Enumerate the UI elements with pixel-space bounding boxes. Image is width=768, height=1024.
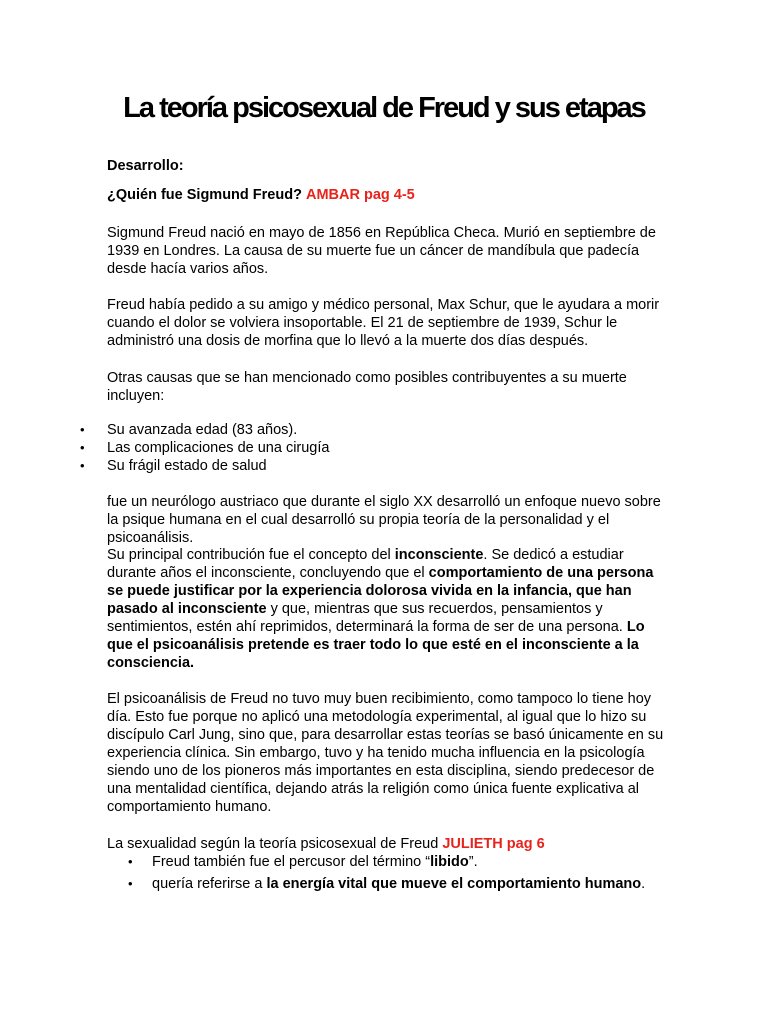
sexuality-text: La sexualidad según la teoría psicosexual de Freud: [107, 836, 439, 852]
list-item: • Su frágil estado de salud: [80, 458, 267, 474]
list-item: • Freud también fue el percusor del término “libido”.: [128, 854, 478, 870]
bullet-icon: •: [80, 458, 85, 473]
paragraph-max-schur: Freud había pedido a su amigo y médico personal, Max Schur, que le ayudara a morir cuando el dolor se volviera insoportable. El 21 de septiembre de 1939, Schur le administró una dosis de morfina que lo llevó a la muerte dos días después.: [107, 297, 660, 349]
paragraph-birth-death: Sigmund Freud nació en mayo de 1856 en República Checa. Murió en septiembre de 1939 en Londres. La causa de su muerte fue un cáncer de mandíbula que padecía desde hacía varios años.: [107, 225, 656, 277]
list-item: • quería referirse a la energía vital que mueve el comportamiento humano.: [128, 876, 646, 892]
document-title: La teoría psicosexual de Freud y sus etapas: [123, 92, 645, 124]
libido-list: [128, 853, 648, 897]
paragraph-unconscious: Su principal contribución fue el concepto del inconsciente. Se dedicó a estudiar durante años el inconsciente, concluyendo que el comportamiento de una persona se puede justificar por la experiencia dolorosa vivida en la infancia, que han pasado al inconsciente y que, mientras que sus recuerdos, pensamientos y sentimientos, estén ahí reprimidos, determinará la forma de ser de una persona. Lo que el psicoanálisis pretende es traer todo lo que esté en el inconsciente a la consciencia.: [107, 547, 654, 671]
question-text: ¿Quién fue Sigmund Freud?: [107, 187, 302, 203]
sexuality-heading: [107, 835, 667, 853]
question-heading: [107, 186, 667, 204]
bullet-icon: •: [128, 876, 133, 891]
bullet-icon: •: [80, 422, 85, 437]
bullet-icon: •: [80, 440, 85, 455]
causes-list: [78, 421, 638, 475]
paragraph-reception: El psicoanálisis de Freud no tuvo muy buen recibimiento, como tampoco lo tiene hoy día. Esto fue porque no aplicó una metodología experimental, al igual que lo hizo su discípulo Carl Jung, sino que, para desarrollar estas teorías se basó únicamente en su experiencia clínica. Sin embargo, tuvo y ha tenido mucha influencia en la psicología siendo uno de los pioneros más importantes en esta disciplina, siendo predecesor de una mentalidad científica, dejando atrás la religión como única fuente explicativa al comportamiento humano.: [107, 691, 664, 815]
bullet-icon: •: [128, 854, 133, 869]
sexuality-tag: JULIETH pag 6: [442, 836, 545, 852]
list-item: • Su avanzada edad (83 años).: [80, 422, 298, 438]
paragraph-other-causes: Otras causas que se han mencionado como posibles contribuyentes a su muerte incluyen:: [107, 370, 627, 404]
question-tag: AMBAR pag 4-5: [305, 187, 415, 203]
paragraph-neurologist: fue un neurólogo austriaco que durante el siglo XX desarrolló un enfoque nuevo sobre la psique humana en el cual desarrolló su propia teoría de la personalidad y el psicoanálisis.: [107, 494, 661, 546]
list-item: • Las complicaciones de una cirugía: [80, 440, 330, 456]
section-label: Desarrollo:: [107, 158, 184, 174]
